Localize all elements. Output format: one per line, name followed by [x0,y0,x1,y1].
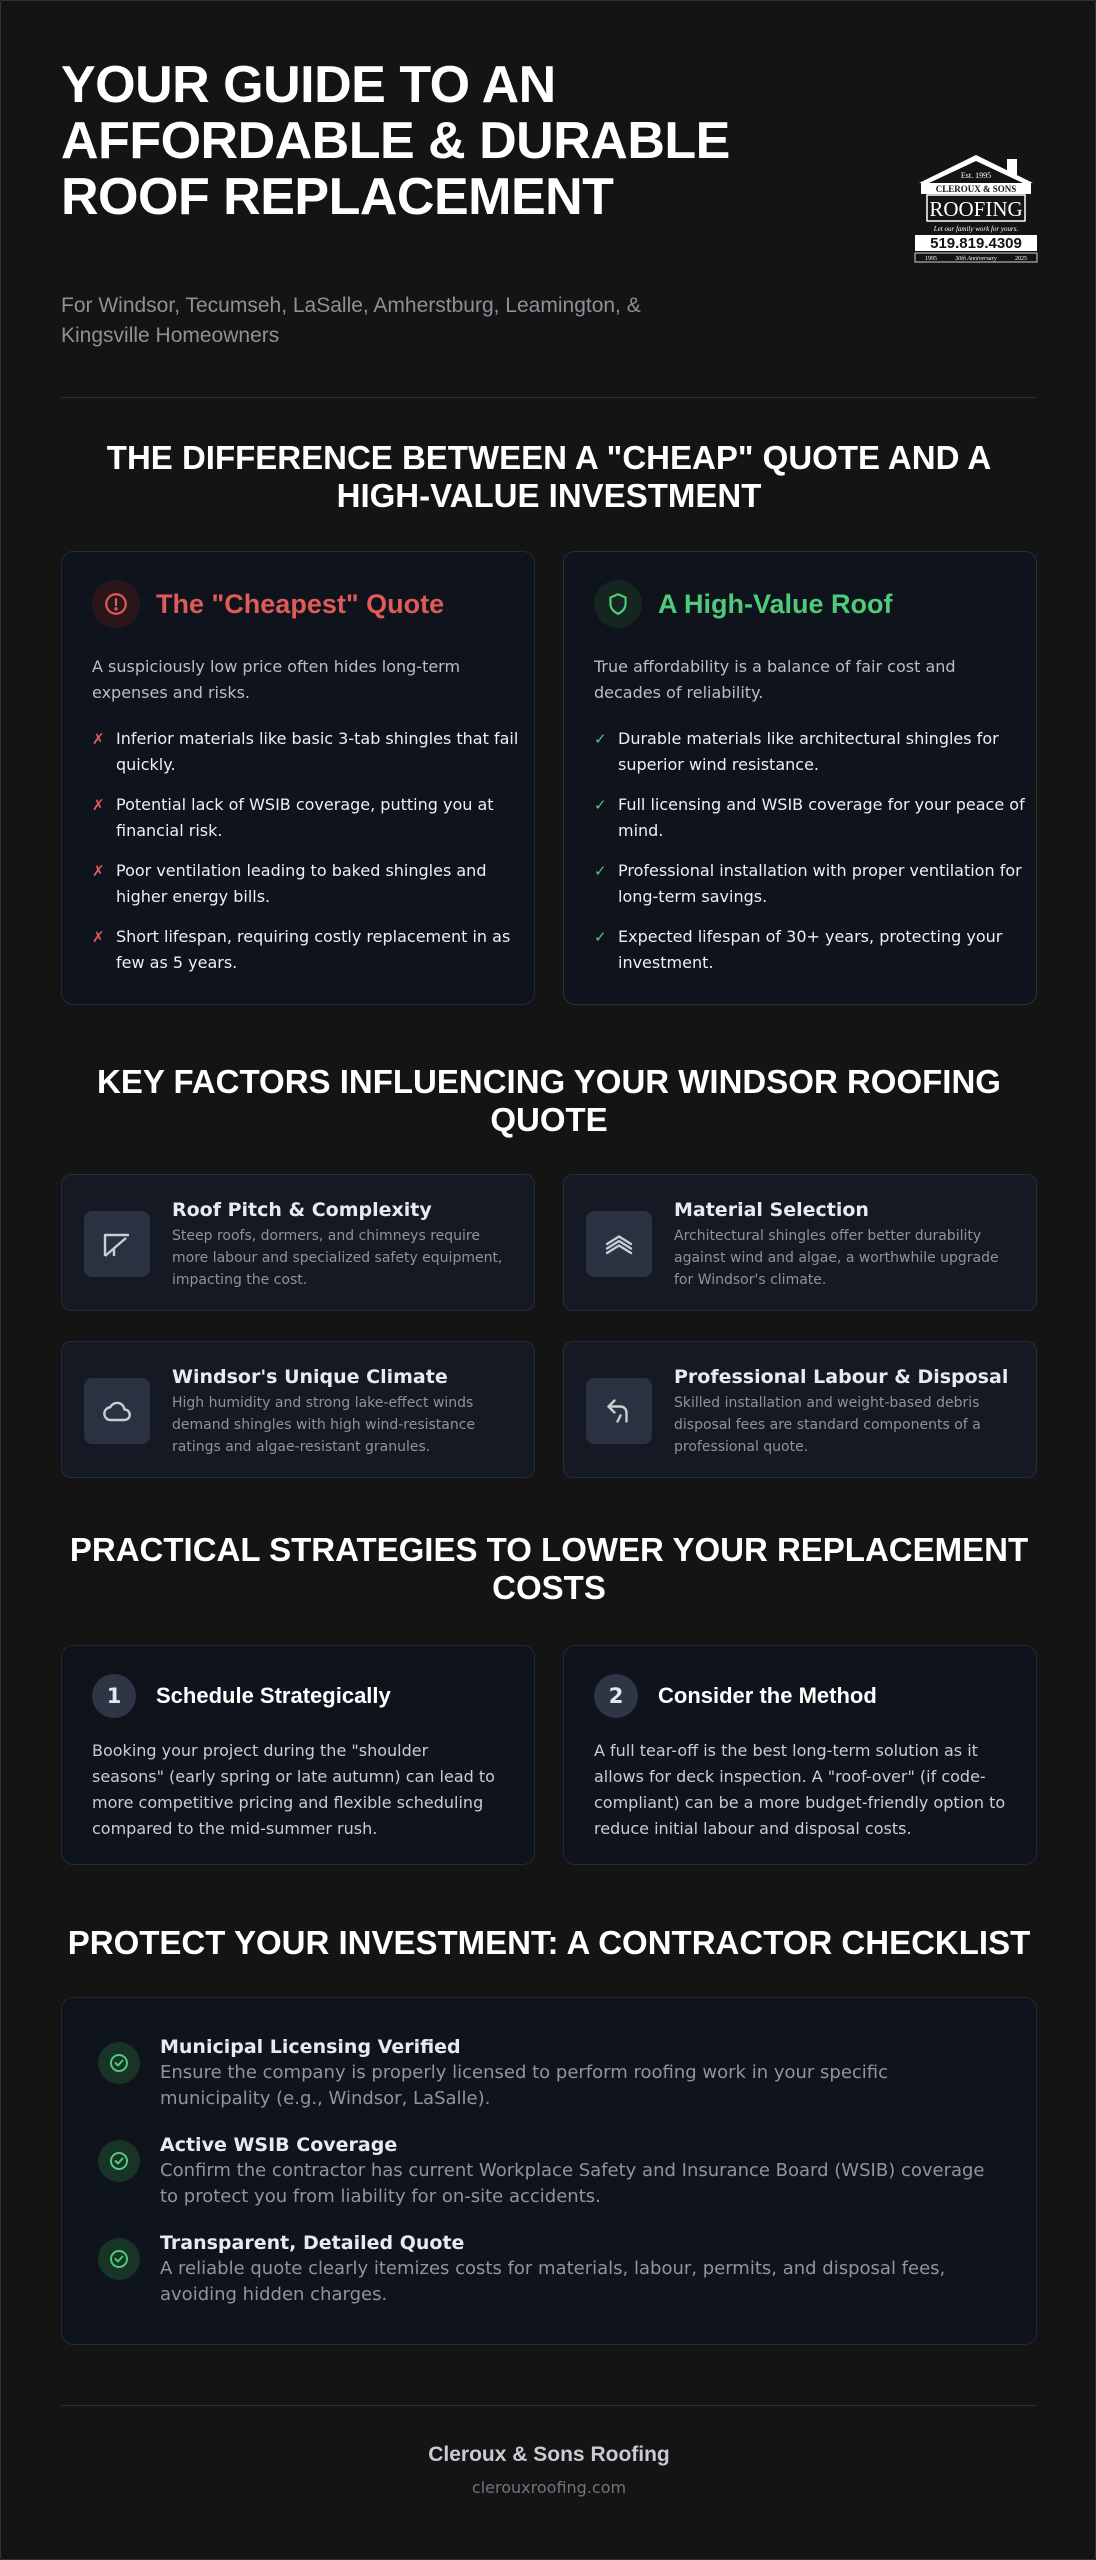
factor-desc: Architectural shingles offer better durability against wind and algae, a worthwhile upgrade for Windsor's climate. [674,1228,999,1288]
factor-desc: Steep roofs, dormers, and chimneys require more labour and specialized safety equipment, impacting the cost. [172,1228,503,1288]
cheap-quote-list [92,726,532,990]
check-mark-icon: ✓ [594,796,607,814]
list-item-text: Full licensing and WSIB coverage for your peace of mind. [618,795,1025,840]
comparison-title: THE DIFFERENCE BETWEEN A "CHEAP" QUOTE AND A HIGH-VALUE INVESTMENT [106,439,992,514]
high-value-card [563,551,1037,1005]
factor-desc: Skilled installation and weight-based debris disposal fees are standard components of a professional quote. [674,1395,981,1455]
list-item [92,924,532,976]
roof-pitch-icon [84,1211,150,1277]
company-logo [911,151,1041,263]
logo-phone: 519.819.4309 [930,235,1022,252]
strategy-title: Consider the Method [658,1683,877,1708]
checklist-item-title: Municipal Licensing Verified [160,2036,461,2058]
high-value-desc: True affordability is a balance of fair cost and decades of reliability. [594,657,956,702]
shield-icon [594,580,642,628]
divider [61,2405,1037,2406]
factor-card [61,1341,535,1478]
high-value-list [594,726,1034,990]
logo-roofing: ROOFING [929,197,1023,221]
footer-website-link[interactable]: clerouxroofing.com [471,2478,627,2497]
factors-title: KEY FACTORS INFLUENCING YOUR WINDSOR ROOFING QUOTE [97,1063,1001,1138]
x-mark-icon: ✗ [92,928,105,946]
list-item [594,858,1034,910]
factor-title: Roof Pitch & Complexity [172,1199,432,1221]
x-mark-icon: ✗ [92,796,105,814]
cloud-icon [84,1378,150,1444]
page-subtitle: For Windsor, Tecumseh, LaSalle, Amherstburg, Leamington, & Kingsville Homeowners [61,294,641,347]
step-number: 1 [92,1674,136,1718]
list-item [594,792,1034,844]
factor-card [563,1341,1037,1478]
layers-chevron-icon [586,1211,652,1277]
check-mark-icon: ✓ [594,730,607,748]
divider [61,397,1037,398]
cheap-quote-card [61,551,535,1005]
check-circle-icon [98,2140,140,2182]
logo-anniversary: 30th Anniversary [955,256,997,262]
strategy-desc: A full tear-off is the best long-term solution as it allows for deck inspection. A "roof-over" (if code-compliant) can be a more budget-friendly option to reduce initial labour and disposal costs. [594,1741,1006,1838]
list-item [594,924,1034,976]
footer-company-name: Cleroux & Sons Roofing [428,2443,670,2466]
checklist-item-desc: Confirm the contractor has current Workplace Safety and Insurance Board (WSIB) coverage to protect you from liability for on-site accidents. [160,2160,985,2207]
logo-company-name: CLEROUX & SONS [935,184,1017,194]
high-value-header [594,580,893,628]
cheap-quote-title: The "Cheapest" Quote [156,588,445,619]
logo-est: Est. 1995 [960,171,992,180]
factor-card [61,1174,535,1311]
list-item [92,792,532,844]
tool-arrow-icon [586,1378,652,1444]
factor-card [563,1174,1037,1311]
x-mark-icon: ✗ [92,730,105,748]
check-circle-icon [98,2042,140,2084]
list-item-text: Potential lack of WSIB coverage, putting you at financial risk. [116,795,494,840]
alert-circle-icon [92,580,140,628]
check-circle-icon [98,2238,140,2280]
list-item [92,726,532,778]
checklist-item-title: Active WSIB Coverage [160,2134,398,2156]
factor-desc: High humidity and strong lake-effect winds demand shingles with high wind-resistance ratings and algae-resistant granules. [172,1395,476,1455]
step-number: 2 [594,1674,638,1718]
checklist-item-desc: Ensure the company is properly licensed to perform roofing work in your specific municipality (e.g., Windsor, LaSalle). [160,2062,889,2109]
cheap-quote-desc: A suspiciously low price often hides long-term expenses and risks. [92,657,461,702]
list-item-text: Short lifespan, requiring costly replacement in as few as 5 years. [116,927,511,972]
factor-title: Professional Labour & Disposal [674,1366,1009,1388]
checklist-title: PROTECT YOUR INVESTMENT: A CONTRACTOR CHECKLIST [67,1924,1031,1961]
list-item-text: Professional installation with proper ventilation for long-term savings. [618,861,1022,906]
list-item-text: Inferior materials like basic 3-tab shingles that fail quickly. [116,729,519,774]
logo-tagline: Let our family work for yours. [933,225,1019,233]
x-mark-icon: ✗ [92,862,105,880]
strategy-card [563,1645,1037,1865]
checklist-card [61,1997,1037,2345]
checklist-item-desc: A reliable quote clearly itemizes costs for materials, labour, permits, and disposal fees, avoiding hidden charges. [160,2258,946,2305]
list-item-text: Poor ventilation leading to baked shingles and higher energy bills. [116,861,487,906]
list-item [92,858,532,910]
list-item-text: Durable materials like architectural shingles for superior wind resistance. [618,729,999,774]
logo-year-start: 1995 [925,256,937,262]
page-title: YOUR GUIDE TO AN AFFORDABLE & DURABLE ROOF REPLACEMENT [61,56,730,226]
high-value-title: A High-Value Roof [658,588,893,619]
cheap-quote-header [92,580,444,628]
strategy-title: Schedule Strategically [156,1683,391,1708]
logo-year-end: 2025 [1015,256,1027,262]
factor-title: Windsor's Unique Climate [172,1366,448,1388]
list-item-text: Expected lifespan of 30+ years, protecting your investment. [618,927,1003,972]
check-mark-icon: ✓ [594,862,607,880]
factor-title: Material Selection [674,1199,869,1221]
checklist-item-title: Transparent, Detailed Quote [160,2232,465,2254]
strategies-title: PRACTICAL STRATEGIES TO LOWER YOUR REPLACEMENT COSTS [69,1531,1029,1606]
strategy-card [61,1645,535,1865]
check-mark-icon: ✓ [594,928,607,946]
list-item [594,726,1034,778]
strategy-desc: Booking your project during the "shoulder seasons" (early spring or late autumn) can lead to more competitive pricing and flexible scheduling compared to the mid-summer rush. [92,1741,495,1838]
